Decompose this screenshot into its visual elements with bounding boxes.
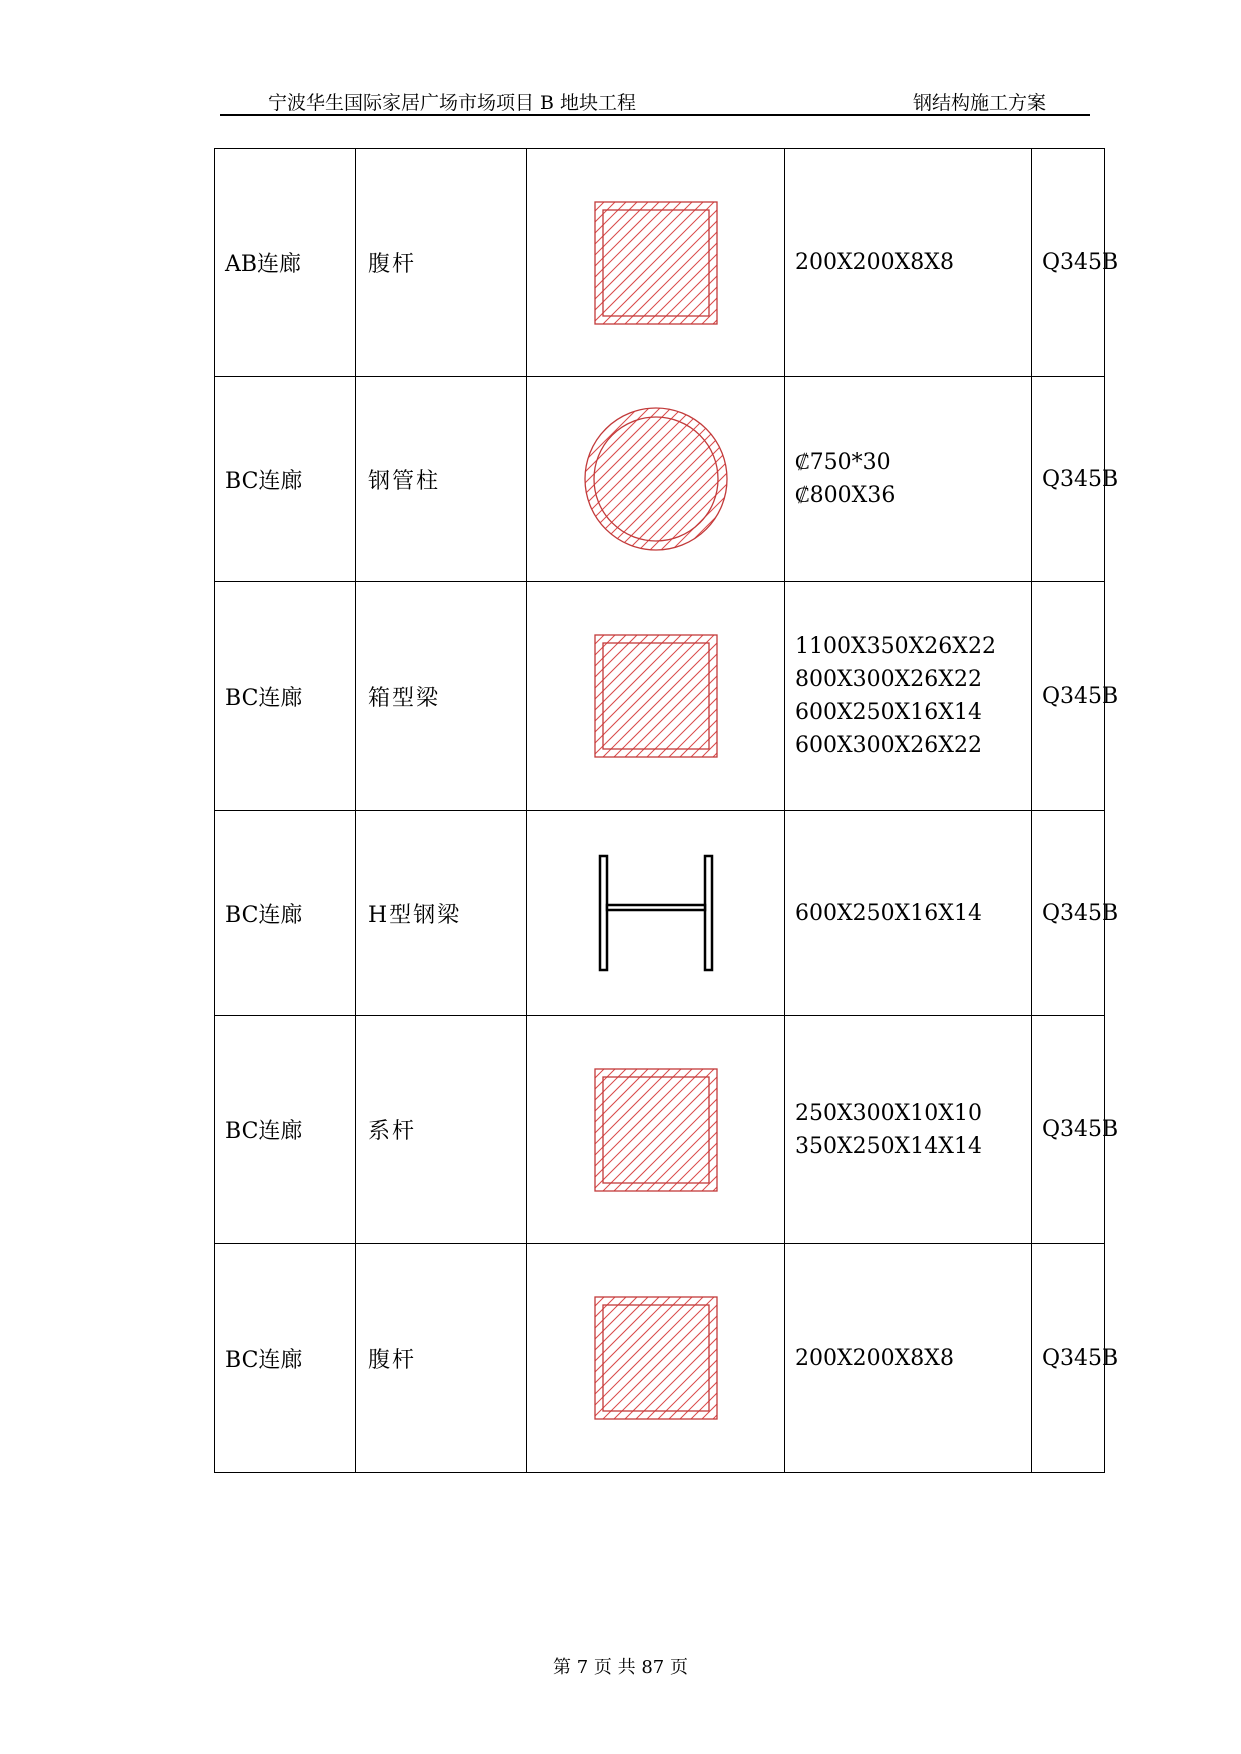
table-row — [215, 1244, 1105, 1473]
cell-member-name: 腹杆 — [356, 1244, 527, 1473]
cell-specification — [785, 377, 1032, 582]
cell-section-figure — [527, 149, 785, 377]
cell-material: Q345B — [1032, 377, 1105, 582]
cell-member-name: 腹杆 — [356, 149, 527, 377]
spec-line: 1100X350X26X22 — [795, 634, 996, 659]
circular-tube-section-icon — [527, 407, 784, 551]
spec-line: 800X300X26X22 — [795, 667, 982, 692]
cell-location: BC连廊 — [215, 1244, 356, 1473]
cell-location: BC连廊 — [215, 1016, 356, 1244]
table-row — [215, 582, 1105, 811]
table-row — [215, 377, 1105, 582]
cell-specification — [785, 1244, 1032, 1473]
hollow-square-section-icon — [527, 1068, 784, 1192]
h-beam-section-icon — [527, 853, 784, 973]
cell-section-figure — [527, 1016, 785, 1244]
table-row — [215, 1016, 1105, 1244]
document-title: 钢结构施工方案 — [912, 92, 1046, 114]
cell-location: AB连廊 — [215, 149, 356, 377]
table-row — [215, 811, 1105, 1016]
page-header — [220, 88, 1090, 116]
spec-line: ₡800X36 — [795, 483, 896, 508]
cell-material: Q345B — [1032, 582, 1105, 811]
hollow-square-section-icon — [527, 634, 784, 758]
spec-line: 600X300X26X22 — [795, 733, 982, 758]
cell-material: Q345B — [1032, 1244, 1105, 1473]
page-number: 第 7 页 共 87 页 — [553, 1657, 688, 1678]
member-spec-table — [214, 148, 1119, 1473]
project-title: 宁波华生国际家居广场市场项目 B 地块工程 — [268, 92, 637, 114]
spec-line: 350X250X14X14 — [795, 1133, 982, 1159]
hollow-square-section-icon — [527, 201, 784, 325]
hollow-square-section-icon — [527, 1296, 784, 1420]
cell-specification — [785, 582, 1032, 811]
spec-line: 600X250X16X14 — [795, 900, 982, 926]
cell-section-figure — [527, 377, 785, 582]
spec-line: 600X250X16X14 — [795, 700, 982, 725]
spec-line: 200X200X8X8 — [795, 1345, 954, 1371]
cell-member-name: H型钢梁 — [356, 811, 527, 1016]
table-row — [215, 149, 1105, 377]
cell-specification — [785, 1016, 1032, 1244]
cell-specification — [785, 811, 1032, 1016]
cell-section-figure — [527, 811, 785, 1016]
cell-location: BC连廊 — [215, 582, 356, 811]
spec-line: ₡750*30 — [795, 450, 891, 475]
cell-specification — [785, 149, 1032, 377]
cell-member-name: 钢管柱 — [356, 377, 527, 582]
cell-material: Q345B — [1032, 811, 1105, 1016]
spec-line: 250X300X10X10 — [795, 1100, 982, 1126]
cell-section-figure — [527, 582, 785, 811]
cell-location: BC连廊 — [215, 811, 356, 1016]
cell-section-figure — [527, 1244, 785, 1473]
spec-line: 200X200X8X8 — [795, 250, 954, 275]
cell-member-name: 箱型梁 — [356, 582, 527, 811]
cell-location: BC连廊 — [215, 377, 356, 582]
cell-material: Q345B — [1032, 1016, 1105, 1244]
cell-material: Q345B — [1032, 149, 1105, 377]
cell-member-name: 系杆 — [356, 1016, 527, 1244]
